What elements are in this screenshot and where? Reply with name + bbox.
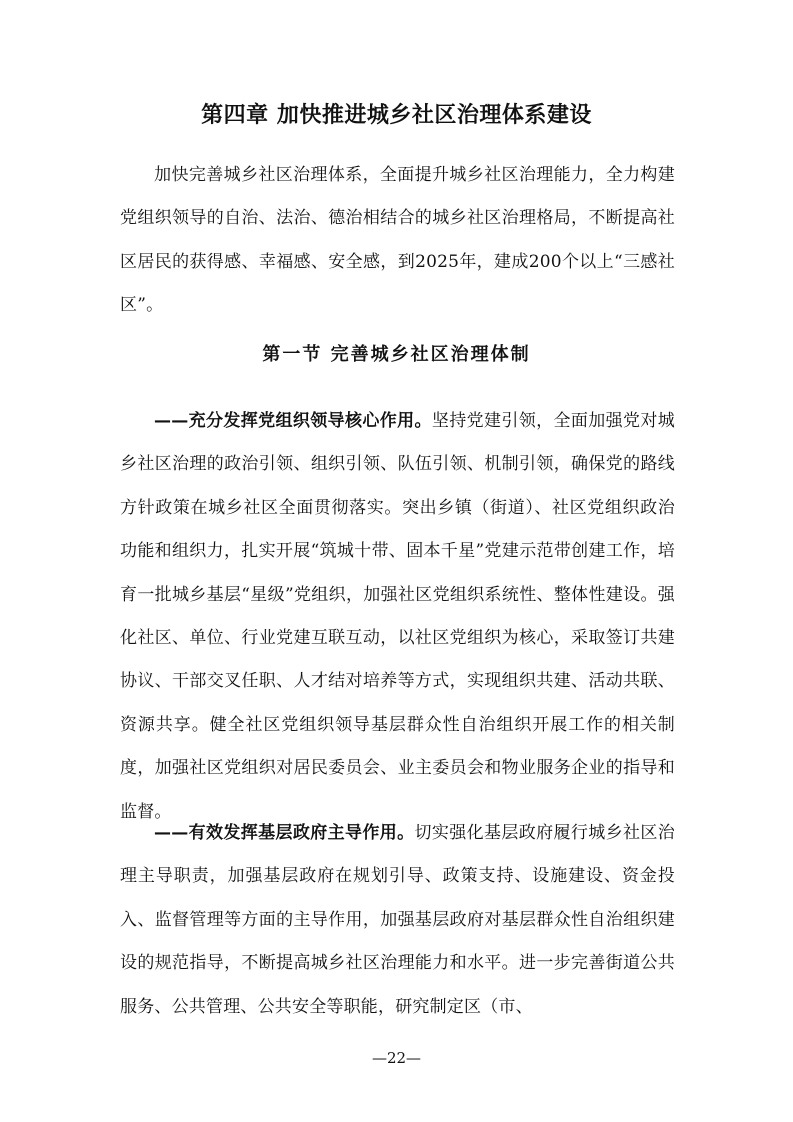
page-number: —22—	[371, 1049, 422, 1067]
paragraph-text: 切实强化基层政府履行城乡社区治理主导职责，加强基层政府在规划引导、政策支持、设施建设、资金投入、监督管理等方面的主导作用，加强基层政府对基层群众性自治组织建设的规范指导，不断提高城乡社区治理能力和水平。进一步完善街道公共服务、公共管理、公共安全等职能，研究制定区（市、	[120, 823, 675, 1017]
paragraph-lead: ——有效发挥基层政府主导作用。	[154, 823, 415, 843]
section-title: 第一节 完善城乡社区治理体制	[262, 344, 531, 365]
paragraph-government-role	[120, 812, 675, 1029]
intro-text: 加快完善城乡社区治理体系，全面提升城乡社区治理能力，全力构建党组织领导的自治、法治、德治相结合的城乡社区治理格局，不断提高社区居民的获得感、幸福感、安全感，到2025年，建成200个以上“三感社区”。	[120, 165, 675, 316]
paragraph-text: 坚持党建引领，全面加强党对城乡社区治理的政治引领、组织引领、队伍引领、机制引领，确保党的路线方针政策在城乡社区全面贯彻落实。突出乡镇（街道）、社区党组织政治功能和组织力，扎实开展“筑城十带、固本千星”党建示范带创建工作，培育一批城乡基层“星级”党组织，加强社区党组织系统性、整体性建设。强化社区、单位、行业党建互联互动，以社区党组织为核心，采取签订共建协议、干部交叉任职、人才结对培养等方式，实现组织共建、活动共联、资源共享。健全社区党组织领导基层群众性自治组织开展工作的相关制度，加强社区党组织对居民委员会、业主委员会和物业服务企业的指导和监督。	[120, 411, 675, 822]
intro-paragraph	[120, 154, 675, 328]
paragraph-party-leadership	[120, 400, 675, 834]
chapter-title: 第四章 加快推进城乡社区治理体系建设	[201, 103, 592, 128]
paragraph-lead: ——充分发挥党组织领导核心作用。	[154, 411, 432, 431]
